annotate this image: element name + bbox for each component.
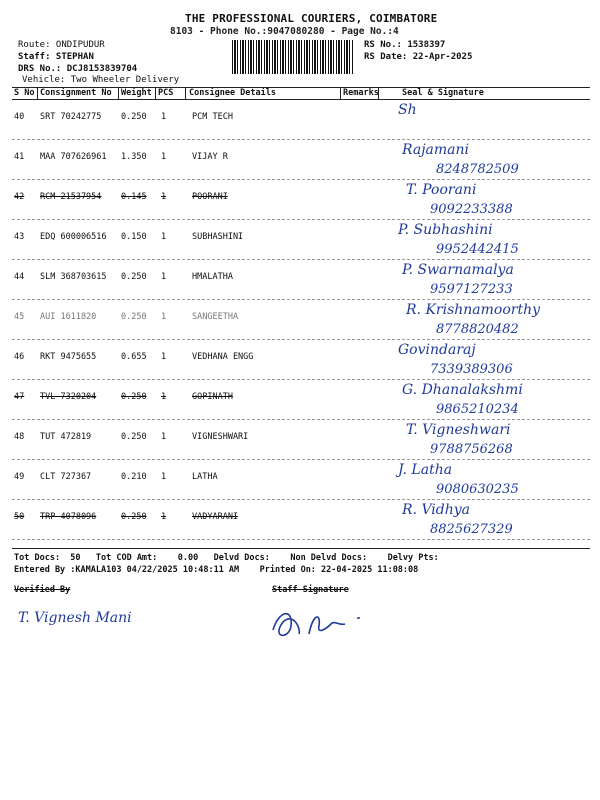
row-consignment-no: RKT 9475655 [40, 352, 97, 362]
row-weight: 0.145 [121, 192, 147, 202]
recipient-phone: 9865210234 [436, 402, 519, 417]
col-header-remarks: Remarks [343, 88, 379, 98]
recipient-signature: P. Swarnamalya [402, 262, 514, 278]
recipient-phone: 8825627329 [430, 522, 513, 537]
col-divider [340, 87, 341, 99]
col-header-consignee: Consignee Details [189, 88, 276, 98]
recipient-phone: 9952442415 [436, 242, 519, 257]
rs-number: RS No.: 1538397 [364, 40, 446, 50]
col-header-sno: S No [14, 88, 35, 98]
recipient-phone: 7339389306 [430, 362, 513, 377]
recipient-signature: R. Vidhya [402, 502, 471, 518]
row-consignee: VIGNESHWARI [192, 432, 249, 442]
verifier-signature: T. Vignesh Mani [18, 610, 132, 626]
row-pcs: 1 [161, 432, 167, 442]
row-consignee: VADYARANI [192, 512, 239, 522]
row-pcs: 1 [161, 152, 167, 162]
recipient-signature: R. Krishnamoorthy [406, 302, 541, 318]
col-header-signature: Seal & Signature [402, 88, 484, 98]
row-weight: 1.350 [121, 152, 147, 162]
row-consignment-no: TVL 7320204 [40, 392, 97, 402]
row-sno: 50 [14, 512, 25, 522]
row-weight: 0.150 [121, 232, 147, 242]
row-consignment-no: SRT 70242775 [40, 112, 102, 122]
row-sno: 41 [14, 152, 25, 162]
row-pcs: 1 [161, 192, 167, 202]
row-pcs: 1 [161, 312, 167, 322]
staff-signature-label: Staff Signature [272, 585, 349, 595]
company-title: THE PROFESSIONAL COURIERS, COIMBATORE [185, 12, 438, 25]
recipient-signature: T. Poorani [406, 182, 477, 198]
row-weight: 0.250 [121, 272, 147, 282]
recipient-phone: 9788756268 [430, 442, 513, 457]
row-pcs: 1 [161, 232, 167, 242]
row-pcs: 1 [161, 512, 167, 522]
row-consignee: VEDHANA ENGG [192, 352, 254, 362]
recipient-signature: G. Dhanalakshmi [402, 382, 523, 398]
row-weight: 0.210 [121, 472, 147, 482]
row-sno: 45 [14, 312, 25, 322]
recipient-phone: 9092233388 [430, 202, 513, 217]
row-weight: 0.250 [121, 392, 147, 402]
row-consignee: PCM TECH [192, 112, 233, 122]
col-divider [155, 87, 156, 99]
row-consignment-no: CLT 727367 [40, 472, 92, 482]
row-pcs: 1 [161, 272, 167, 282]
recipient-signature: P. Subhashini [398, 222, 493, 238]
row-sno: 47 [14, 392, 25, 402]
staff-label: Staff: STEPHAN [18, 52, 94, 62]
barcode-image [232, 40, 354, 74]
row-consignment-no: AUI 1611820 [40, 312, 97, 322]
row-sno: 40 [14, 112, 25, 122]
col-divider [37, 87, 38, 99]
table-bottom-rule [12, 548, 590, 549]
row-weight: 0.250 [121, 432, 147, 442]
row-sno: 48 [14, 432, 25, 442]
verified-by-label: Verified By [14, 585, 71, 595]
col-divider [118, 87, 119, 99]
row-pcs: 1 [161, 112, 167, 122]
row-sno: 44 [14, 272, 25, 282]
recipient-phone: 9080630235 [436, 482, 519, 497]
row-consignee: VIJAY R [192, 152, 228, 162]
recipient-signature: Rajamani [402, 142, 470, 158]
branch-phone-page-line: 8103 - Phone No.:9047080280 - Page No.:4 [170, 26, 399, 37]
recipient-signature: J. Latha [398, 462, 453, 478]
row-consignment-no: TRP 4078096 [40, 512, 97, 522]
row-sno: 49 [14, 472, 25, 482]
drs-number: DRS No.: DCJ8153839704 [18, 64, 138, 74]
recipient-phone: 8778820482 [436, 322, 519, 337]
vehicle-label: Vehicle: Two Wheeler Delivery [22, 75, 180, 85]
row-weight: 0.250 [121, 512, 147, 522]
recipient-signature: Govindaraj [398, 342, 476, 358]
row-sno: 46 [14, 352, 25, 362]
row-consignee: SUBHASHINI [192, 232, 244, 242]
row-pcs: 1 [161, 392, 167, 402]
row-pcs: 1 [161, 472, 167, 482]
row-weight: 0.250 [121, 312, 147, 322]
rs-date: RS Date: 22-Apr-2025 [364, 52, 473, 62]
row-pcs: 1 [161, 352, 167, 362]
row-sno: 43 [14, 232, 25, 242]
recipient-phone: 8248782509 [436, 162, 519, 177]
row-consignment-no: SLM 368703615 [40, 272, 107, 282]
col-header-consignment: Consignment No [40, 88, 112, 98]
row-consignee: SANGEETHA [192, 312, 239, 322]
row-sno: 42 [14, 192, 25, 202]
route-label: Route: ONDIPUDUR [18, 40, 105, 50]
col-divider [185, 87, 186, 99]
row-divider [12, 539, 590, 540]
row-weight: 0.250 [121, 112, 147, 122]
recipient-signature: Sh [398, 102, 417, 118]
col-divider [378, 87, 379, 99]
row-consignee: GOPINATH [192, 392, 233, 402]
entered-printed-line: Entered By :KAMALA103 04/22/2025 10:48:11 AM Printed On: 22-04-2025 11:08:08 [14, 565, 419, 575]
row-consignee: HMALATHA [192, 272, 233, 282]
row-consignment-no: EDQ 600006516 [40, 232, 107, 242]
row-consignee: LATHA [192, 472, 218, 482]
recipient-phone: 9597127233 [430, 282, 513, 297]
col-header-pcs: PCS [158, 88, 174, 98]
table-row [0, 100, 600, 140]
totals-line: Tot Docs: 50 Tot COD Amt: 0.00 Delvd Docs: Non Delvd Docs: Delvy Pts: [14, 553, 439, 563]
col-header-weight: Weight [121, 88, 152, 98]
row-consignee: POORANI [192, 192, 228, 202]
staff-signature-scribble [265, 600, 385, 645]
recipient-signature: T. Vigneshwari [406, 422, 511, 438]
row-consignment-no: TUT 472819 [40, 432, 92, 442]
row-consignment-no: RCM 21537954 [40, 192, 102, 202]
row-weight: 0.655 [121, 352, 147, 362]
row-consignment-no: MAA 707626961 [40, 152, 107, 162]
